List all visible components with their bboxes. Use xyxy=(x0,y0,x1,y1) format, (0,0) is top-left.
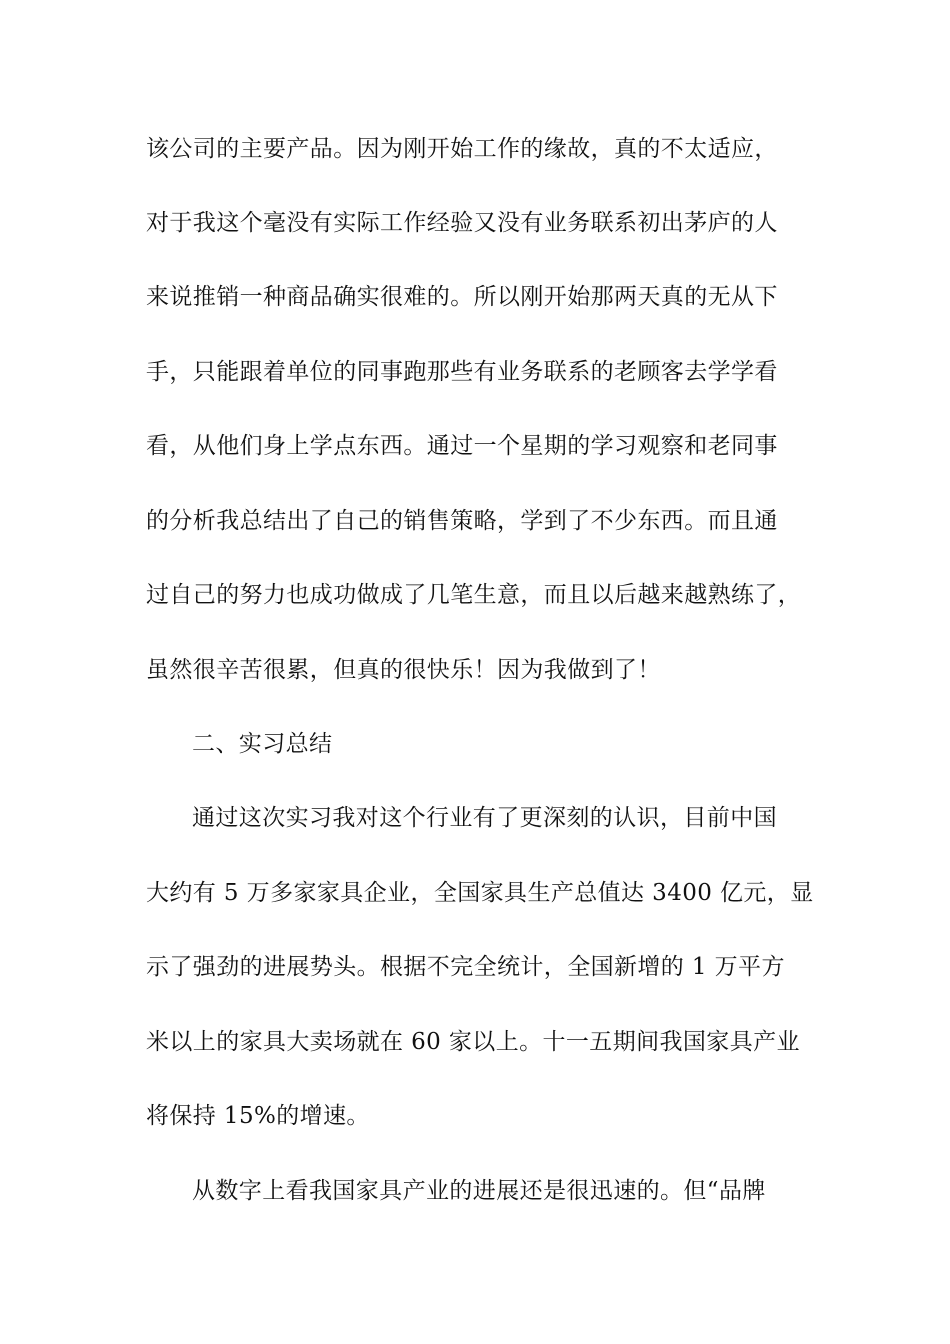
paragraph-line: 过自己的努力也成功做成了几笔生意，而且以后越来越熟练了， xyxy=(146,582,802,608)
paragraph-line: 从数字上看我国家具产业的进展还是很迅速的。但“品牌 xyxy=(192,1178,766,1204)
paragraph-line: 示了强劲的进展势头。根据不完全统计，全国新增的 1 万平方 xyxy=(146,954,785,980)
paragraph-line: 的分析我总结出了自己的销售策略，学到了不少东西。而且通 xyxy=(146,508,778,534)
paragraph-line: 米以上的家具大卖场就在 60 家以上。十一五期间我国家具产业 xyxy=(146,1029,800,1055)
paragraph-line: 通过这次实习我对这个行业有了更深刻的认识，目前中国 xyxy=(192,805,777,831)
paragraph-line: 该公司的主要产品。因为刚开始工作的缘故，真的不太适应， xyxy=(146,136,778,162)
paragraph-line: 看，从他们身上学点东西。通过一个星期的学习观察和老同事 xyxy=(146,433,778,459)
paragraph-line: 大约有 5 万多家家具企业，全国家具生产总值达 3400 亿元，显 xyxy=(146,880,814,906)
paragraph-line: 虽然很辛苦很累，但真的很快乐！因为我做到了！ xyxy=(146,657,661,683)
paragraph-line: 对于我这个毫没有实际工作经验又没有业务联系初出茅庐的人 xyxy=(146,210,778,236)
paragraph-line: 将保持 15%的增速。 xyxy=(146,1103,370,1129)
paragraph-line: 手，只能跟着单位的同事跑那些有业务联系的老顾客去学学看 xyxy=(146,359,778,385)
paragraph-line: 来说推销一种商品确实很难的。所以刚开始那两天真的无从下 xyxy=(146,284,778,310)
section-heading: 二、实习总结 xyxy=(192,731,333,757)
